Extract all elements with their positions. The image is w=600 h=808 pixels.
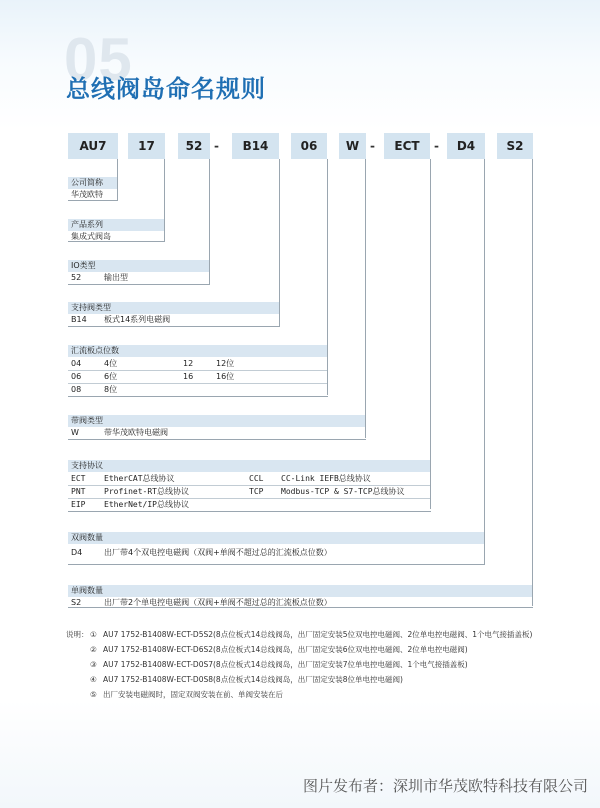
manifold-desc: 16位 xyxy=(216,372,235,381)
code-valve: B14 xyxy=(232,133,279,159)
connector-line xyxy=(209,159,210,284)
underline xyxy=(68,326,280,327)
note-num: ③ xyxy=(90,660,97,669)
notes-label: 说明： xyxy=(66,630,89,639)
code-company: AU7 xyxy=(68,133,118,159)
connector-line xyxy=(117,159,118,200)
note-text: 出厂安装电磁阀时，固定双阀安装在前、单阀安装在后 xyxy=(103,690,283,699)
protocol-desc: CC-Link IEFB总线协议 xyxy=(281,474,371,483)
manifold-code: 12 xyxy=(183,359,194,368)
page-title: 总线阀岛命名规则 xyxy=(66,75,266,103)
section-header-manifold: 汇流板点位数 xyxy=(68,345,327,357)
section-number: 05 xyxy=(64,26,133,93)
underline xyxy=(68,396,328,397)
separator: - xyxy=(370,139,375,153)
double-desc: 出厂带4个双电控电磁阀（双阀+单阀不超过总的汇流板点位数） xyxy=(104,548,332,557)
code-series: 17 xyxy=(128,133,165,159)
code-single: S2 xyxy=(497,133,533,159)
valve-code: B14 xyxy=(71,315,87,324)
section-header-io: IO类型 xyxy=(68,260,209,272)
code-protocol: ECT xyxy=(384,133,430,159)
publisher-credit: 图片发布者：深圳市华茂欧特科技有限公司 xyxy=(302,777,588,795)
manifold-desc: 12位 xyxy=(216,359,235,368)
io-code: 52 xyxy=(71,273,82,282)
note-text: AU7 1752-B1408W-ECT-D5S2(8点位板式14总线阀岛，出厂固定安装5位双电控电磁阀、2位单电控电磁阀、1个电气接插盖板) xyxy=(103,630,533,639)
protocol-code: EIP xyxy=(71,500,86,509)
single-desc: 出厂带2个单电控电磁阀（双阀+单阀不超过总的汇流板点位数） xyxy=(104,598,332,607)
manifold-code: 04 xyxy=(71,359,82,368)
section-header-company: 公司简称 xyxy=(68,177,117,189)
manifold-code: 08 xyxy=(71,385,82,394)
manifold-code: 06 xyxy=(71,372,82,381)
underline xyxy=(68,564,485,565)
note-text: AU7 1752-B1408W-ECT-D0S7(8点位板式14总线阀岛，出厂固定安装7位单电控电磁阀、1个电气接插盖板) xyxy=(103,660,468,669)
protocol-code: ECT xyxy=(71,474,86,483)
connector-line xyxy=(365,159,366,438)
code-withvalve: W xyxy=(339,133,366,159)
connector-line xyxy=(532,159,533,606)
protocol-desc: EtherNet/IP总线协议 xyxy=(104,500,189,509)
underline xyxy=(68,439,366,440)
connector-line xyxy=(279,159,280,326)
protocol-desc: Profinet-RT总线协议 xyxy=(104,487,189,496)
manifold-desc: 8位 xyxy=(104,385,118,394)
withvalve-code: W xyxy=(71,428,79,437)
code-io: 52 xyxy=(178,133,210,159)
separator: - xyxy=(214,139,219,153)
series-value: 集成式阀岛 xyxy=(71,232,111,241)
underline xyxy=(68,607,533,608)
section-header-withvalve: 带阀类型 xyxy=(68,415,365,427)
protocol-code: TCP xyxy=(249,487,264,496)
underline xyxy=(68,284,210,285)
manifold-code: 16 xyxy=(183,372,194,381)
manifold-desc: 6位 xyxy=(104,372,118,381)
protocol-code: CCL xyxy=(249,474,264,483)
protocol-desc: EtherCAT总线协议 xyxy=(104,474,175,483)
double-code: D4 xyxy=(71,548,83,557)
code-manifold: 06 xyxy=(291,133,327,159)
underline xyxy=(68,241,165,242)
protocol-code: PNT xyxy=(71,487,86,496)
section-header-double: 双阀数量 xyxy=(68,532,484,544)
withvalve-desc: 带华茂欧特电磁阀 xyxy=(104,428,168,437)
manifold-desc: 4位 xyxy=(104,359,118,368)
connector-line xyxy=(327,159,328,395)
note-num: ④ xyxy=(90,675,97,684)
underline xyxy=(68,511,431,512)
separator: - xyxy=(434,139,439,153)
connector-line xyxy=(484,159,485,564)
connector-line xyxy=(164,159,165,241)
note-text: AU7 1752-B1408W-ECT-D6S2(8点位板式14总线阀岛，出厂固定安装6位双电控电磁阀、2位单电控电磁阀) xyxy=(103,645,468,654)
note-text: AU7 1752-B1408W-ECT-D0S8(8点位板式14总线阀岛，出厂固定安装8位单电控电磁阀) xyxy=(103,675,403,684)
section-header-valve: 支持阀类型 xyxy=(68,302,279,314)
note-num: ① xyxy=(90,630,97,639)
section-header-series: 产品系列 xyxy=(68,219,164,231)
protocol-desc: Modbus-TCP & S7-TCP总线协议 xyxy=(281,487,405,496)
io-desc: 输出型 xyxy=(104,273,128,282)
note-num: ② xyxy=(90,645,97,654)
section-header-single: 单阀数量 xyxy=(68,585,532,597)
note-num: ⑤ xyxy=(90,690,97,699)
company-value: 华茂欧特 xyxy=(71,190,103,199)
underline xyxy=(68,200,118,201)
valve-desc: 板式14系列电磁阀 xyxy=(104,315,171,324)
connector-line xyxy=(430,159,431,509)
single-code: S2 xyxy=(71,598,82,607)
code-double: D4 xyxy=(447,133,485,159)
section-header-protocol: 支持协议 xyxy=(68,460,430,472)
